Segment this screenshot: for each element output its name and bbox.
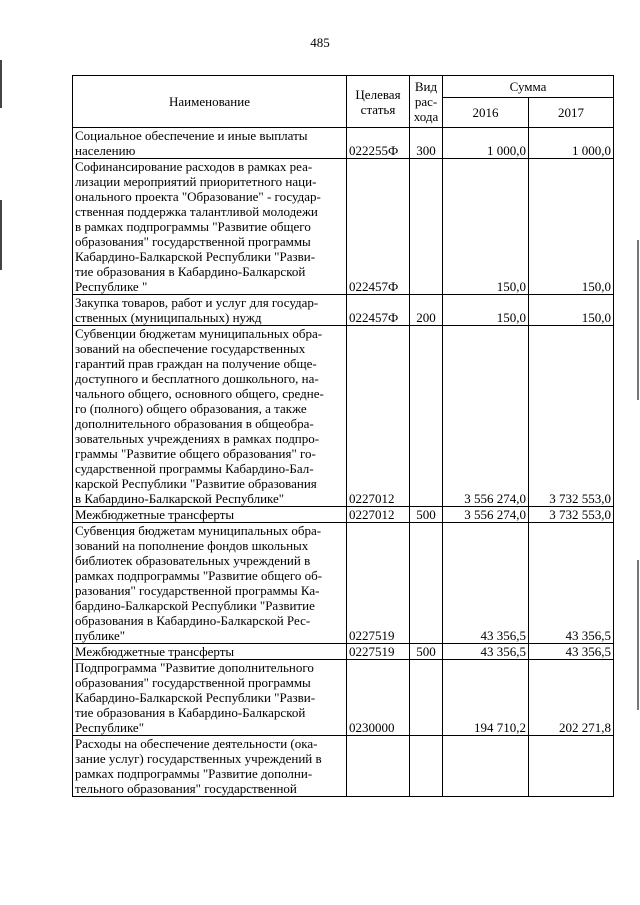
row-sum-2017: 150,0 — [529, 159, 614, 295]
table-row — [73, 128, 614, 159]
row-sum-2017: 150,0 — [529, 295, 614, 326]
row-expense-type: 300 — [410, 128, 443, 159]
table-row — [73, 644, 614, 660]
row-expense-type: 500 — [410, 644, 443, 660]
row-target-article: 0227012 — [347, 326, 410, 507]
row-sum-2017 — [529, 736, 614, 797]
header-year-2017: 2017 — [529, 98, 614, 128]
row-sum-2016: 150,0 — [443, 159, 529, 295]
row-expense-type — [410, 159, 443, 295]
row-expense-type — [410, 736, 443, 797]
table-row — [73, 523, 614, 644]
row-expense-type — [410, 660, 443, 736]
row-sum-2017: 43 356,5 — [529, 644, 614, 660]
row-expense-type — [410, 326, 443, 507]
budget-table — [72, 75, 614, 797]
left-margin-scan-mark — [0, 60, 2, 108]
row-sum-2017: 43 356,5 — [529, 523, 614, 644]
row-name: Межбюджетные трансферты — [73, 507, 347, 523]
row-sum-2016: 43 356,5 — [443, 523, 529, 644]
row-target-article: 0230000 — [347, 660, 410, 736]
right-margin-scan-mark — [637, 560, 639, 710]
row-target-article: 022457Ф — [347, 159, 410, 295]
table-row — [73, 295, 614, 326]
header-name: Наименование — [73, 76, 347, 128]
row-sum-2016: 3 556 274,0 — [443, 507, 529, 523]
row-sum-2016: 1 000,0 — [443, 128, 529, 159]
header-year-2016: 2016 — [443, 98, 529, 128]
table-row — [73, 736, 614, 797]
row-expense-type: 500 — [410, 507, 443, 523]
table-row — [73, 326, 614, 507]
row-target-article: 0227519 — [347, 644, 410, 660]
row-sum-2016: 194 710,2 — [443, 660, 529, 736]
header-expense-type: Вид рас- хода — [410, 76, 443, 128]
table-row — [73, 660, 614, 736]
row-name: Межбюджетные трансферты — [73, 644, 347, 660]
row-name: Социальное обеспечение и иные выплаты населению — [73, 128, 347, 159]
row-sum-2017: 3 732 553,0 — [529, 326, 614, 507]
row-name: Софинансирование расходов в рамках реа- лизации мероприятий приоритетного наци- онального проекта "Образование" - государ- ственная поддержка талантливой молодежи в рамках подпрограммы "Развитие общего образования" государственной программы Кабардино-Балкарской Республики "Разви- тие образования в Кабардино-Балкарской Республике " — [73, 159, 347, 295]
row-sum-2017: 3 732 553,0 — [529, 507, 614, 523]
row-target-article: 0227519 — [347, 523, 410, 644]
row-sum-2017: 202 271,8 — [529, 660, 614, 736]
row-name: Субвенция бюджетам муниципальных обра- зований на пополнение фондов школьных библиотек образовательных учреждений в рамках подпрограммы "Развитие общего об- разования" государственной программы Ка- бардино-Балкарской Республики "Развитие образования в Кабардино-Балкарской Рес- публике" — [73, 523, 347, 644]
right-margin-scan-mark — [637, 240, 639, 400]
row-name: Расходы на обеспечение деятельности (ока- зание услуг) государственных учреждений в рамках подпрограммы "Развитие дополни- тельного образования" государственной — [73, 736, 347, 797]
table-row — [73, 507, 614, 523]
row-sum-2016: 43 356,5 — [443, 644, 529, 660]
header-sum: Сумма — [443, 76, 614, 98]
row-target-article: 022457Ф — [347, 295, 410, 326]
row-name: Подпрограмма "Развитие дополнительного образования" государственной программы Кабардино-Балкарской Республики "Разви- тие образования в Кабардино-Балкарской Республике" — [73, 660, 347, 736]
left-margin-scan-mark — [0, 200, 2, 270]
header-target-article: Целевая статья — [347, 76, 410, 128]
row-name: Субвенции бюджетам муниципальных обра- зований на обеспечение государственных гарантий прав граждан на получение обще- доступного и бесплатного дошкольного, на- чального общего, основного общего, средне- го (полного) общего образования, а также дополнительного образования в общеобра- зовательных учреждениях в рамках подпро- граммы "Развитие общего образования" го- сударственной программы Кабардино-Бал- карской Республики "Развитие образования в Кабардино-Балкарской Республике" — [73, 326, 347, 507]
row-target-article: 022255Ф — [347, 128, 410, 159]
row-sum-2016: 3 556 274,0 — [443, 326, 529, 507]
row-expense-type: 200 — [410, 295, 443, 326]
table-row — [73, 159, 614, 295]
row-sum-2016 — [443, 736, 529, 797]
row-expense-type — [410, 523, 443, 644]
row-name: Закупка товаров, работ и услуг для государ- ственных (муниципальных) нужд — [73, 295, 347, 326]
row-sum-2017: 1 000,0 — [529, 128, 614, 159]
row-sum-2016: 150,0 — [443, 295, 529, 326]
page-number: 485 — [310, 35, 330, 50]
row-target-article — [347, 736, 410, 797]
row-target-article: 0227012 — [347, 507, 410, 523]
